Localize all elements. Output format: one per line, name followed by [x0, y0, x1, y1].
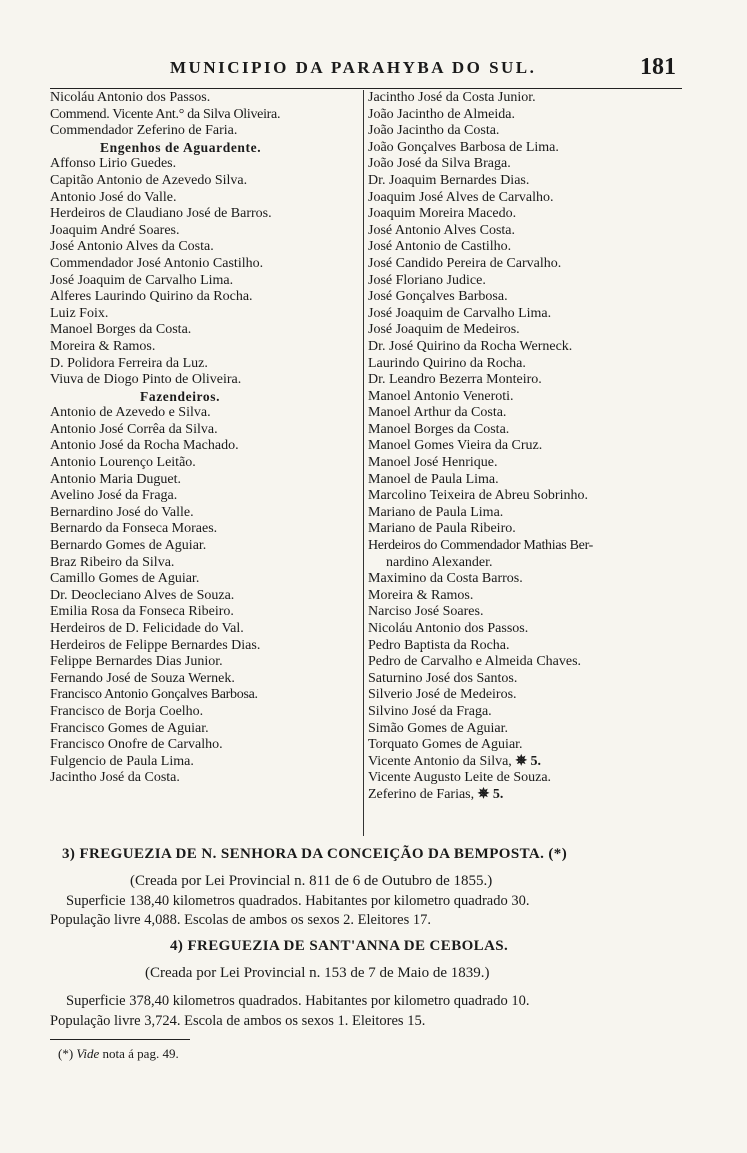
list-item: Herdeiros de Felippe Bernardes Dias. [50, 637, 261, 653]
footnote-rule [50, 1039, 190, 1040]
list-item: Herdeiros de Claudiano José de Barros. [50, 206, 272, 222]
star-mark-icon: ✵ 5. [515, 753, 542, 769]
list-item: Manoel Borges da Costa. [368, 421, 510, 437]
list-item: José Floriano Judice. [368, 272, 486, 288]
list-item: nardino Alexander. [386, 554, 493, 570]
list-item: José Joaquim de Carvalho Lima. [368, 305, 552, 321]
list-item: Antonio José da Rocha Machado. [50, 438, 239, 454]
list-item: José Joaquim de Carvalho Lima. [50, 272, 234, 288]
list-item: Antonio Lourenço Leitão. [50, 455, 196, 471]
running-title: MUNICIPIO DA PARAHYBA DO SUL. [170, 58, 537, 77]
list-item: Dr. Joaquim Bernardes Dias. [368, 172, 530, 188]
list-item: Viuva de Diogo Pinto de Oliveira. [50, 372, 242, 388]
section-4-creation: (Creada por Lei Provincial n. 153 de 7 de Maio de 1839.) [145, 965, 490, 981]
list-item: Felippe Bernardes Dias Junior. [50, 654, 223, 670]
list-item: Jacintho José da Costa Junior. [368, 90, 536, 105]
list-item: Herdeiros de D. Felicidade do Val. [50, 621, 244, 636]
list-item [368, 770, 698, 787]
list-item: Moreira & Ramos. [368, 587, 474, 603]
page-number: 181 [640, 54, 676, 80]
list-item: João Jacintho da Costa. [368, 123, 500, 139]
list-item: Joaquim José Alves de Carvalho. [368, 189, 554, 205]
list-item: Jacintho José da Costa. [50, 770, 180, 786]
list-item: José Antonio Alves Costa. [368, 222, 516, 238]
list-item: Fulgencio de Paula Lima. [50, 753, 194, 769]
list-item [368, 754, 698, 771]
list-item: Dr. Deocleciano Alves de Souza. [50, 587, 235, 603]
star-mark-icon: ✵ 5. [477, 786, 504, 802]
list-item: Emilia Rosa da Fonseca Ribeiro. [50, 604, 234, 620]
list-item: Fernando José de Souza Wernek. [50, 670, 235, 686]
list-item: Antonio de Azevedo e Silva. [50, 405, 211, 421]
list-item: Joaquim Moreira Macedo. [368, 206, 517, 222]
list-item: José Gonçalves Barbosa. [368, 289, 508, 305]
list-item: Commend. Vicente Ant.° da Silva Oliveira. [50, 106, 281, 122]
section-3-title: 3) FREGUEZIA DE N. SENHORA DA CONCEIÇÃO DA BEMPOSTA. (*) [62, 846, 568, 862]
list-item: Pedro Baptista da Rocha. [368, 637, 510, 653]
list-item: Antonio Maria Duguet. [50, 471, 182, 487]
left-column [50, 90, 360, 787]
list-item: Dr. Leandro Bezerra Monteiro. [368, 372, 542, 388]
list-item: Silvino José da Fraga. [368, 703, 492, 719]
list-item: Avelino José da Fraga. [50, 488, 178, 504]
fazendeiros-heading: Fazendeiros. [140, 388, 221, 404]
list-item: Silverio José de Medeiros. [368, 687, 517, 703]
list-item: José Candido Pereira de Carvalho. [368, 255, 562, 271]
list-item: Capitão Antonio de Azevedo Silva. [50, 172, 248, 188]
list-item: Bernardino José do Valle. [50, 504, 194, 520]
footnote-vide: Vide [76, 1046, 100, 1061]
list-item: Francisco de Borja Coelho. [50, 703, 204, 719]
list-item: Francisco Onofre de Carvalho. [50, 737, 223, 753]
star-line-text: Zeferino de Farias, [368, 786, 475, 802]
list-item: Bernardo da Fonseca Moraes. [50, 521, 218, 537]
list-item: Manoel Antonio Veneroti. [368, 388, 514, 404]
section-3-line1: Superficie 138,40 kilometros quadrados. Habitantes por kilometro quadrado 30. [66, 893, 530, 909]
list-item: Affonso Lirio Guedes. [50, 156, 177, 172]
list-item: Maximino da Costa Barros. [368, 571, 523, 587]
list-item: João José da Silva Braga. [368, 156, 511, 172]
section-4-title: 4) FREGUEZIA DE SANT'ANNA DE CEBOLAS. [170, 938, 509, 954]
section-3-line2: População livre 4,088. Escolas de ambos os sexos 2. Eleitores 17. [50, 912, 431, 928]
list-item [368, 787, 698, 804]
list-item: Manoel Borges da Costa. [50, 322, 192, 338]
list-item: Manoel Gomes Vieira da Cruz. [368, 438, 543, 454]
star-line-text: Vicente Augusto Leite de Souza. [368, 770, 552, 786]
list-item: Mariano de Paula Lima. [368, 504, 504, 520]
list-item: Camillo Gomes de Aguiar. [50, 571, 200, 587]
list-item: Antonio José do Valle. [50, 189, 177, 205]
footnote-mark: (*) [58, 1046, 74, 1061]
list-item: Marcolino Teixeira de Abreu Sobrinho. [368, 488, 588, 504]
list-item: João Jacintho de Almeida. [368, 106, 515, 122]
page-header [0, 54, 747, 86]
list-item: Herdeiros do Commendador Mathias Ber- [368, 538, 594, 554]
list-item: Bernardo Gomes de Aguiar. [50, 538, 207, 554]
list-item: Dr. José Quirino da Rocha Werneck. [368, 338, 573, 354]
footnote-text: nota á pag. 49. [102, 1046, 179, 1061]
list-item: Commendador Zeferino de Faria. [50, 123, 238, 139]
list-item: Commendador José Antonio Castilho. [50, 255, 264, 271]
column-divider [363, 90, 364, 836]
list-item: Nicoláu Antonio dos Passos. [50, 90, 211, 105]
list-item: Mariano de Paula Ribeiro. [368, 521, 516, 537]
list-item: Moreira & Ramos. [50, 338, 156, 354]
section-4-line2: População livre 3,724. Escola de ambos os sexos 1. Eleitores 15. [50, 1013, 426, 1029]
list-item: José Antonio de Castilho. [368, 239, 512, 255]
list-item: Manoel Arthur da Costa. [368, 405, 507, 421]
footnote [58, 1046, 179, 1062]
list-item: Narciso José Soares. [368, 604, 484, 620]
list-item: Laurindo Quirino da Rocha. [368, 355, 526, 371]
list-item: Francisco Antonio Gonçalves Barbosa. [50, 687, 258, 703]
header-rule [50, 88, 682, 89]
list-item: D. Polidora Ferreira da Luz. [50, 355, 208, 371]
list-item: Manoel de Paula Lima. [368, 471, 499, 487]
star-line-text: Vicente Antonio da Silva, [368, 753, 512, 769]
list-item: Braz Ribeiro da Silva. [50, 554, 175, 570]
list-item: Pedro de Carvalho e Almeida Chaves. [368, 654, 582, 670]
list-item: Nicoláu Antonio dos Passos. [368, 621, 529, 636]
list-item: Manoel José Henrique. [368, 455, 498, 471]
section-3-creation: (Creada por Lei Provincial n. 811 de 6 de Outubro de 1855.) [130, 873, 493, 889]
engenhos-heading: Engenhos de Aguardente. [100, 139, 262, 155]
list-item: Simão Gomes de Aguiar. [368, 720, 508, 736]
list-item: Torquato Gomes de Aguiar. [368, 737, 523, 753]
list-item: Alferes Laurindo Quirino da Rocha. [50, 289, 253, 305]
section-4-line1: Superficie 378,40 kilometros quadrados. Habitantes por kilometro quadrado 10. [66, 993, 530, 1009]
list-item: João Gonçalves Barbosa de Lima. [368, 139, 559, 155]
list-item: Luiz Foix. [50, 305, 109, 321]
list-item: Joaquim André Soares. [50, 222, 180, 238]
list-item: Antonio José Corrêa da Silva. [50, 421, 218, 437]
list-item: Saturnino José dos Santos. [368, 670, 518, 686]
list-item: Francisco Gomes de Aguiar. [50, 720, 209, 736]
right-column [368, 90, 698, 804]
list-item: José Joaquim de Medeiros. [368, 322, 520, 338]
list-item: José Antonio Alves da Costa. [50, 239, 214, 255]
